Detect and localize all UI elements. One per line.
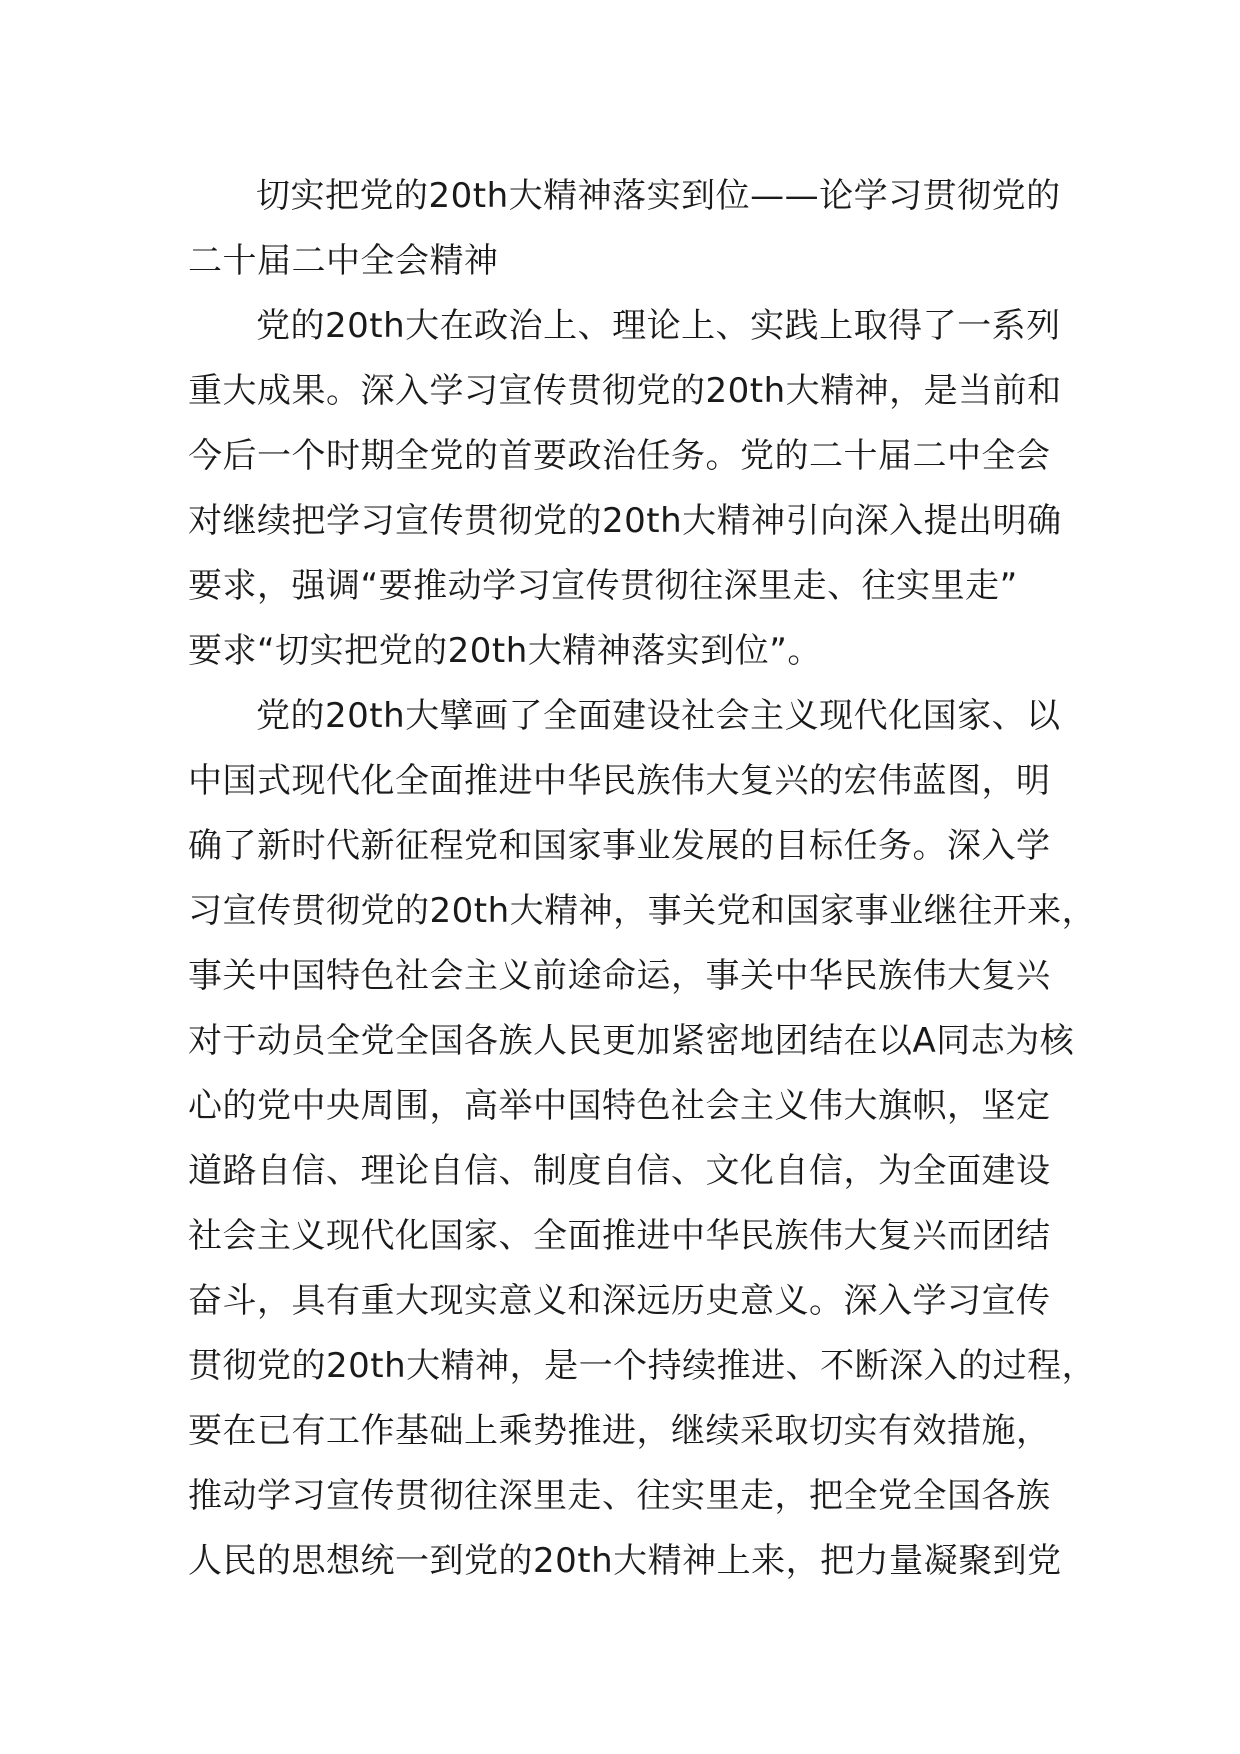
title-line: 二十届二中全会精神 (188, 241, 499, 281)
paragraph-1 (188, 294, 1088, 684)
paragraph-line: 事关中国特色社会主义前途命运，事关中华民族伟大复兴 (188, 956, 1051, 996)
paragraph-line: 对继续把学习宣传贯彻党的20th大精神引向深入提出明确 (188, 501, 1062, 541)
paragraph-line: 社会主义现代化国家、全面推进中华民族伟大复兴而团结 (188, 1216, 1051, 1256)
paragraph-line: 今后一个时期全党的首要政治任务。党的二十届二中全会 (188, 436, 1051, 476)
paragraph-line: 要求“切实把党的20th大精神落实到位”。 (188, 631, 822, 671)
paragraph-line: 要求，强调“要推动学习宣传贯彻往深里走、往实里走” (188, 566, 1018, 606)
paragraph-line: 奋斗，具有重大现实意义和深远历史意义。深入学习宣传 (188, 1281, 1051, 1321)
paragraph-line: 党的20th大在政治上、理论上、实践上取得了一系列 (256, 306, 1061, 346)
paragraph-line: 习宣传贯彻党的20th大精神，事关党和国家事业继往开来， (188, 891, 1097, 931)
paragraph-line: 人民的思想统一到党的20th大精神上来，把力量凝聚到党 (188, 1541, 1062, 1581)
paragraph-line: 推动学习宣传贯彻往深里走、往实里走，把全党全国各族 (188, 1476, 1051, 1516)
paragraph-line: 要在已有工作基础上乘势推进，继续采取切实有效措施， (188, 1411, 1051, 1451)
title-line: 切实把党的20th大精神落实到位——论学习贯彻党的 (256, 176, 1061, 216)
document-title (188, 164, 1088, 294)
paragraph-2 (188, 684, 1097, 1594)
paragraph-line: 对于动员全党全国各族人民更加紧密地团结在以A同志为核 (188, 1021, 1075, 1061)
paragraph-line: 确了新时代新征程党和国家事业发展的目标任务。深入学 (188, 826, 1051, 866)
paragraph-line: 党的20th大擘画了全面建设社会主义现代化国家、以 (256, 696, 1061, 736)
paragraph-line: 重大成果。深入学习宣传贯彻党的20th大精神，是当前和 (188, 371, 1062, 411)
document-body (188, 164, 1097, 1594)
paragraph-line: 心的党中央周围，高举中国特色社会主义伟大旗帜，坚定 (188, 1086, 1051, 1126)
paragraph-line: 贯彻党的20th大精神，是一个持续推进、不断深入的过程， (188, 1346, 1097, 1386)
paragraph-line: 道路自信、理论自信、制度自信、文化自信，为全面建设 (188, 1151, 1051, 1191)
paragraph-line: 中国式现代化全面推进中华民族伟大复兴的宏伟蓝图，明 (188, 761, 1051, 801)
